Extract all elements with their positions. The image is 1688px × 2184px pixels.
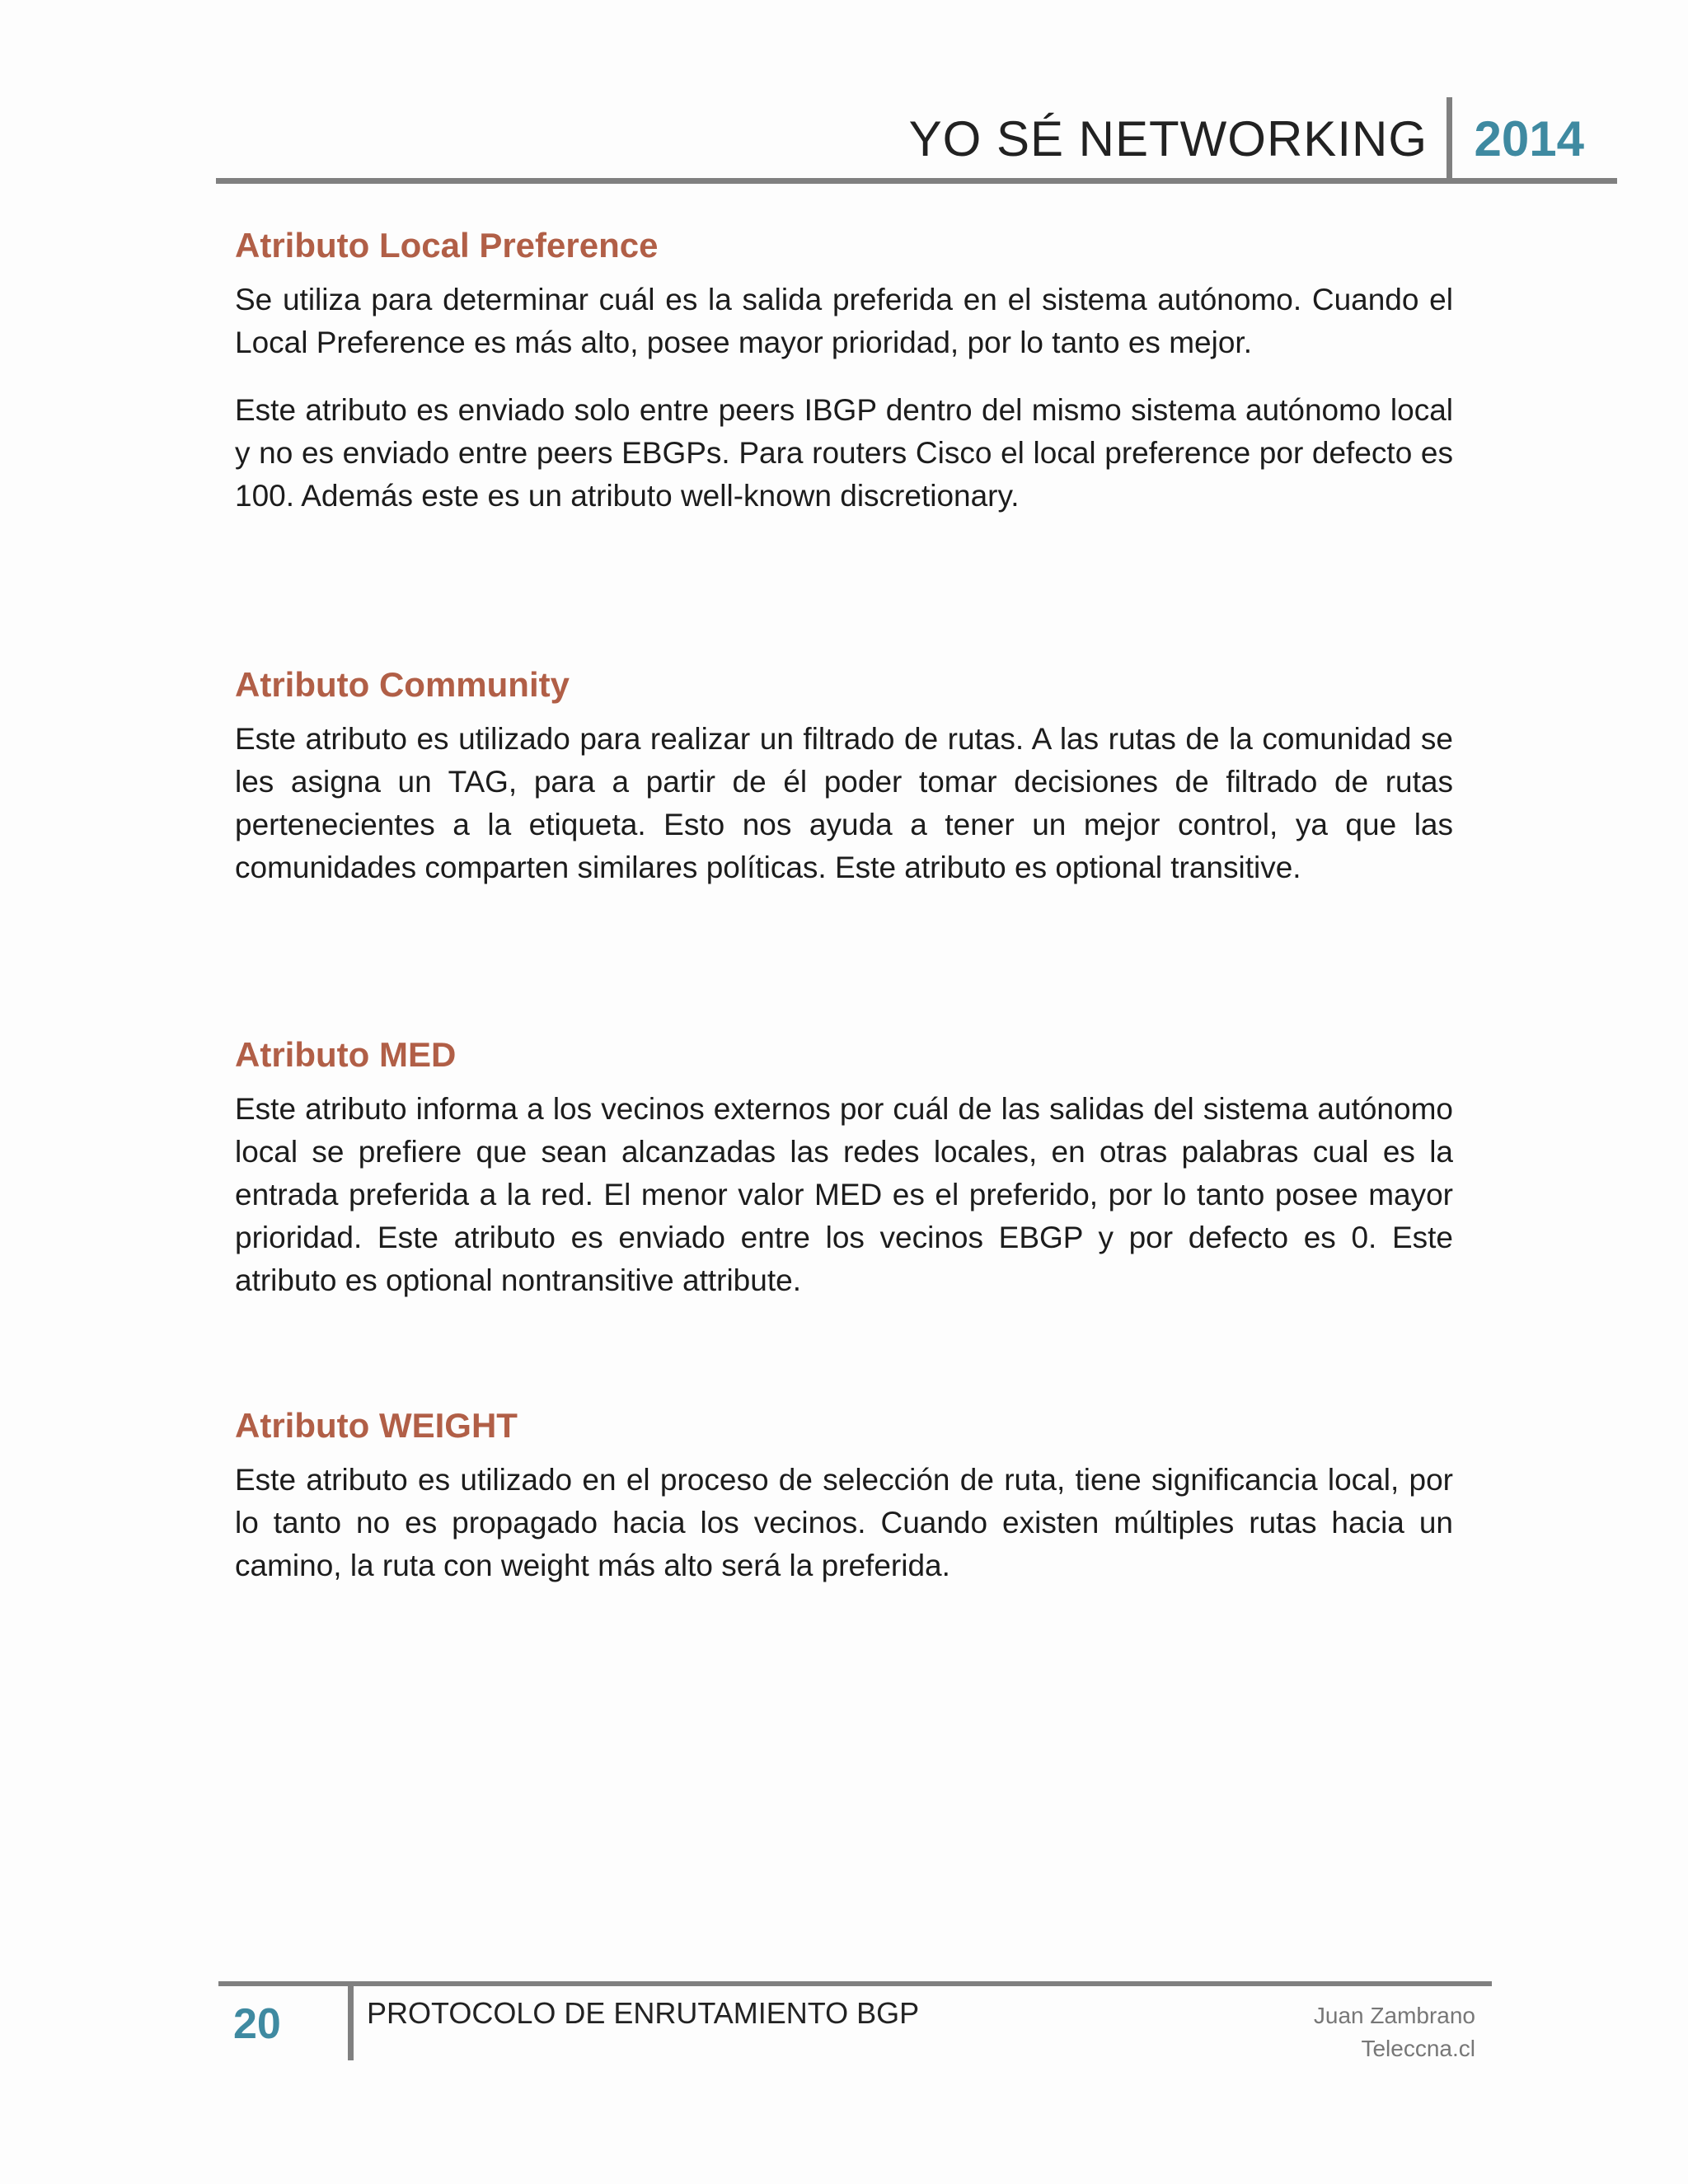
footer-title: PROTOCOLO DE ENRUTAMIENTO BGP bbox=[367, 1996, 920, 2030]
header-title: YO SÉ NETWORKING bbox=[908, 111, 1428, 166]
section-heading: Atributo WEIGHT bbox=[235, 1406, 518, 1445]
header-rule bbox=[216, 178, 1617, 184]
section-local-preference bbox=[235, 221, 1453, 542]
section-paragraph: Este atributo es utilizado para realizar un filtrado de rutas. A las rutas de la comunidad se les asigna un TAG, para a partir de él poder tomar decisiones de filtrado de rutas pertenecientes a la etiqueta. Esto nos ayuda a tener un mejor control, ya que las comunidades comparten similares políticas. Este atributo es optional transitive. bbox=[235, 722, 1453, 884]
section-paragraph: Este atributo es utilizado en el proceso de selección de ruta, tiene significancia local, por lo tanto no es propagado hacia los vecinos. Cuando existen múltiples rutas hacia un camino, la ruta con weight más alto será la preferida. bbox=[235, 1463, 1453, 1582]
page-footer bbox=[218, 1981, 1492, 2064]
footer-credits bbox=[1314, 1999, 1475, 2065]
section-community bbox=[235, 660, 1453, 914]
header-year: 2014 bbox=[1474, 111, 1584, 166]
section-paragraph: Este atributo es enviado solo entre peers IBGP dentro del mismo sistema autónomo local y no es enviado entre peers EBGPs. Para routers Cisco el local preference por defecto es 100. Además este es un atributo well-known discretionary. bbox=[235, 393, 1453, 513]
section-heading: Atributo Community bbox=[235, 665, 570, 704]
section-med bbox=[235, 1030, 1453, 1327]
footer-rule bbox=[218, 1981, 1492, 1986]
header-divider bbox=[1447, 97, 1452, 180]
section-paragraph: Se utiliza para determinar cuál es la salida preferida en el sistema autónomo. Cuando el Local Preference es más alto, posee mayor prioridad, por lo tanto es mejor. bbox=[235, 283, 1453, 359]
page-header bbox=[216, 97, 1617, 188]
site-name: Teleccna.cl bbox=[1361, 2036, 1475, 2061]
footer-divider bbox=[348, 1986, 354, 2060]
author-name: Juan Zambrano bbox=[1313, 2003, 1475, 2028]
section-paragraph: Este atributo informa a los vecinos externos por cuál de las salidas del sistema autónomo local se prefiere que sean alcanzadas las redes locales, en otras palabras cual es la entrada preferida a la red. El menor valor MED es el preferido, por lo tanto posee mayor prioridad. Este atributo es enviado entre los vecinos EBGP y por defecto es 0. Este atributo es optional nontransitive attribute. bbox=[235, 1092, 1453, 1297]
page-number: 20 bbox=[233, 2000, 281, 2048]
section-heading: Atributo MED bbox=[235, 1035, 457, 1074]
section-weight bbox=[235, 1401, 1453, 1612]
section-heading: Atributo Local Preference bbox=[235, 226, 659, 265]
